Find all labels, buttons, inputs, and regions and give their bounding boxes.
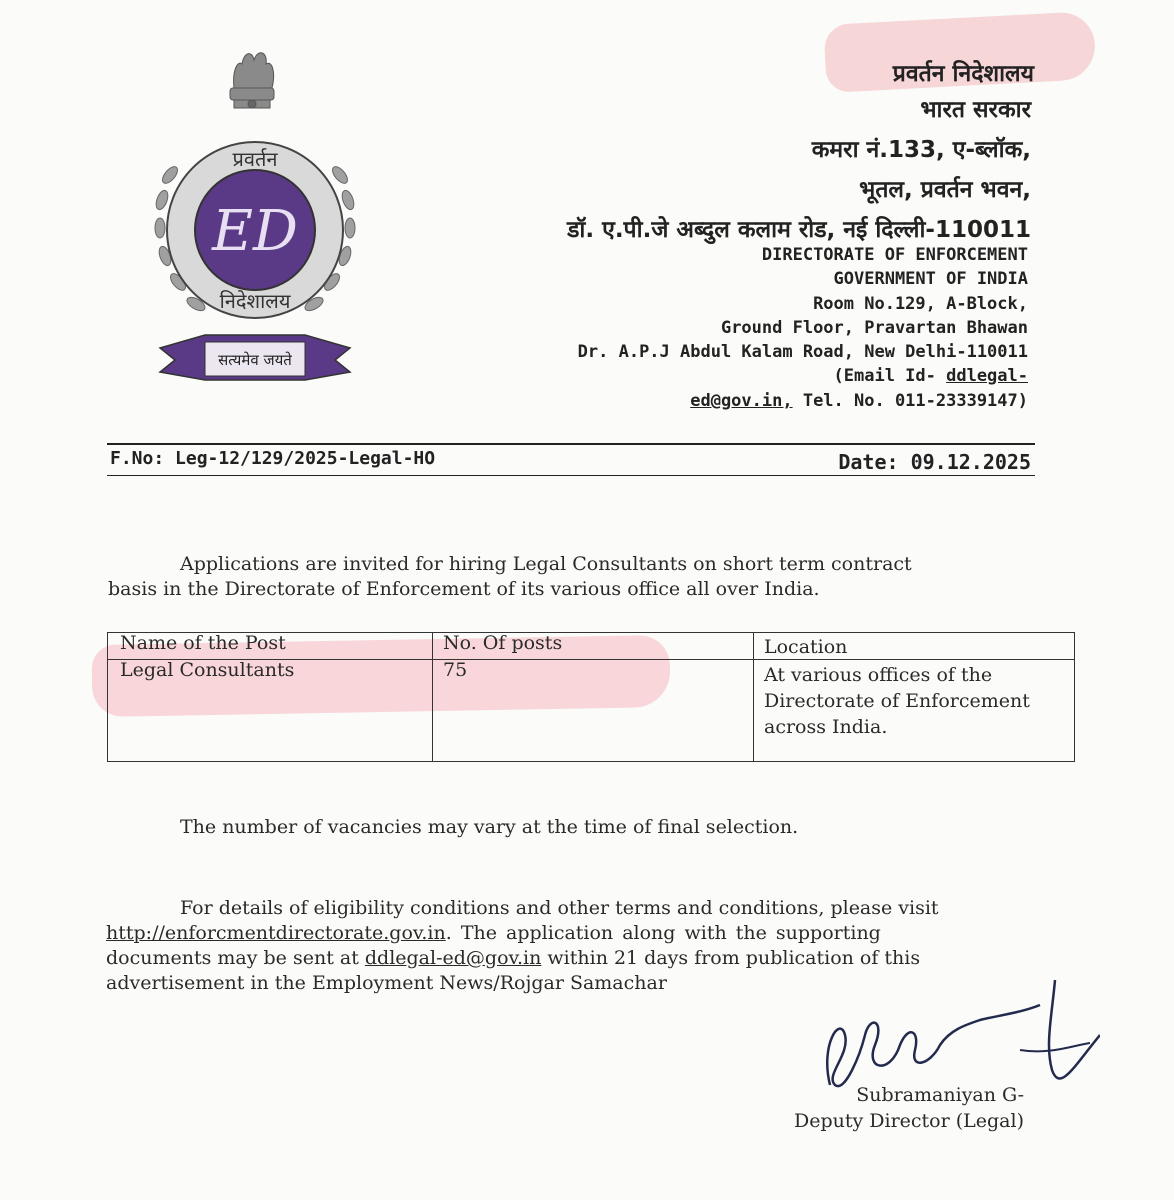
table-cell-count: 75 — [443, 659, 468, 681]
ed-emblem-logo — [130, 30, 380, 400]
table-header-post: Name of the Post — [120, 632, 286, 654]
emblem-ring-bottom-text: निदेशालय — [219, 289, 291, 313]
english-government-name: GOVERNMENT OF INDIA — [833, 269, 1028, 289]
signatory-name: Subramaniyan G- — [856, 1084, 1024, 1106]
english-address-room: Room No.129, A-Block, — [813, 294, 1028, 314]
english-email-line: (Email Id- ddlegal- — [833, 366, 1028, 386]
vacancy-note: The number of vacancies may vary at the time of final selection. — [180, 816, 799, 838]
divider-top — [107, 443, 1035, 445]
english-address-floor: Ground Floor, Pravartan Bhawan — [720, 318, 1028, 338]
hindi-government-name: भारत सरकार — [920, 97, 1031, 123]
table-cell-post: Legal Consultants — [120, 659, 295, 681]
english-directorate-name: DIRECTORATE OF ENFORCEMENT — [761, 245, 1028, 265]
handwritten-signature — [790, 975, 1100, 1095]
hindi-address-room: कमरा नं.133, ए-ब्लॉक, — [811, 137, 1031, 163]
divider-bottom — [107, 475, 1035, 476]
emblem-motto: सत्यमेव जयते — [218, 351, 292, 369]
document-date: Date: 09.12.2025 — [838, 450, 1031, 474]
file-number: F.No: Leg-12/129/2025-Legal-HO — [110, 448, 436, 469]
hindi-address-road: डॉ. ए.पी.जे अब्दुल कलाम रोड, नई दिल्ली-110011 — [567, 217, 1031, 243]
table-header-location: Location — [764, 636, 848, 658]
english-address-road: Dr. A.P.J Abdul Kalam Road, New Delhi-110011 — [577, 342, 1028, 362]
lion-capital-icon — [230, 53, 274, 108]
details-line-2: http://enforcmentdirectorate.gov.in. The application along with the supporting — [106, 922, 881, 944]
table-cell-location-2: Directorate of Enforcement — [764, 690, 1030, 712]
details-line-3: documents may be sent at ddlegal-ed@gov.in within 21 days from publication of this — [106, 947, 921, 969]
emblem-ring-top-text: प्रवर्तन — [232, 147, 278, 171]
application-email-link[interactable]: ddlegal-ed@gov.in — [364, 947, 542, 969]
table-cell-location-3: across India. — [764, 716, 888, 738]
details-line-4: advertisement in the Employment News/Rojgar Samachar — [106, 972, 667, 994]
signatory-designation: Deputy Director (Legal) — [793, 1110, 1024, 1132]
emblem-monogram: ED — [212, 199, 298, 264]
hindi-directorate-name: प्रवर्तन निदेशालय — [892, 61, 1034, 87]
header-email-link-part1[interactable]: ddlegal- — [946, 366, 1028, 386]
vacancy-table — [107, 632, 1075, 762]
intro-line-2: basis in the Directorate of Enforcement of its various office all over India. — [108, 578, 820, 600]
table-cell-location-1: At various offices of the — [764, 664, 993, 686]
website-link[interactable]: http://enforcmentdirectorate.gov.in — [106, 922, 446, 944]
table-header-count: No. Of posts — [443, 632, 563, 654]
header-email-link-part2[interactable]: ed@gov.in, — [690, 391, 793, 411]
details-line-1: For details of eligibility conditions and other terms and conditions, please visit — [180, 897, 939, 919]
hindi-address-floor: भूतल, प्रवर्तन भवन, — [859, 177, 1031, 203]
english-tel-line: ed@gov.in, Tel. No. 011-23339147) — [690, 391, 1028, 411]
intro-line-1: Applications are invited for hiring Legal Consultants on short term contract — [180, 553, 912, 575]
